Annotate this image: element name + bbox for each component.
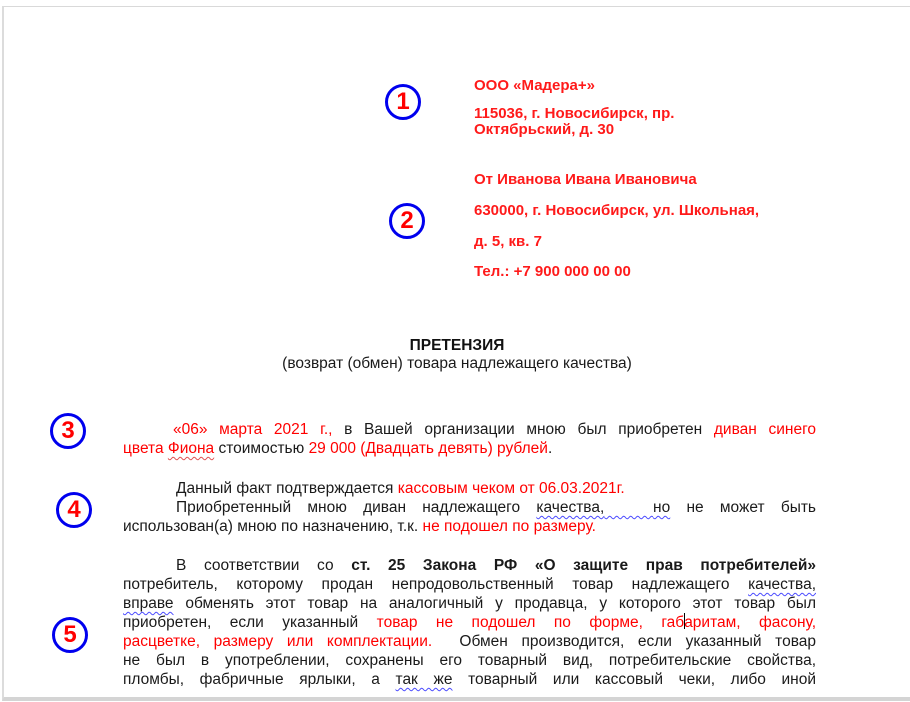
marker-number: 3 bbox=[61, 417, 75, 444]
para5-line7[interactable] bbox=[123, 670, 816, 689]
para4-line2[interactable] bbox=[123, 498, 816, 517]
grammar-flag: так же bbox=[395, 671, 453, 688]
para5-line1[interactable] bbox=[123, 556, 816, 575]
sender-address-line1: 630000, г. Новосибирск, ул. Школьная, bbox=[474, 202, 760, 219]
marker-2 bbox=[389, 203, 425, 239]
purchase-date: «06» марта 2021 г., bbox=[173, 421, 333, 438]
return-conditions: расцветке, размеру или комплектации. bbox=[123, 633, 433, 650]
return-conditions: аритам, фасону, bbox=[684, 614, 817, 631]
marker-5 bbox=[52, 617, 88, 653]
sender-address-line2: д. 5, кв. 7 bbox=[474, 233, 542, 250]
para5-text: приобретен, если указанный bbox=[123, 614, 377, 631]
para3-text: . bbox=[547, 440, 553, 457]
para5-line2[interactable] bbox=[123, 575, 816, 594]
document-subtitle: (возврат (обмен) товара надлежащего качества) bbox=[282, 355, 632, 372]
para3-line2[interactable] bbox=[123, 439, 552, 458]
grammar-flag: качества, bbox=[536, 499, 605, 516]
para4-line1[interactable] bbox=[176, 479, 625, 498]
sender-name: От Иванова Ивана Ивановича bbox=[474, 171, 697, 188]
receipt-info: кассовым чеком от 06.03.2021г. bbox=[397, 480, 625, 497]
para4-text: использован(а) мною по назначению, т.к. bbox=[123, 518, 423, 535]
grammar-flag bbox=[604, 499, 653, 516]
law-reference: ст. 25 Закона РФ «О защите прав потребителей» bbox=[351, 557, 817, 574]
purchase-item-cont: цвета bbox=[123, 440, 168, 457]
addressee-company: ООО «Мадера+» bbox=[474, 77, 596, 94]
grammar-flag: но bbox=[653, 499, 671, 516]
para4-text: Данный факт подтверждается bbox=[176, 480, 398, 497]
grammar-flag: качества, bbox=[748, 576, 816, 593]
para5-text: Обмен производится, если указанный товар bbox=[432, 633, 817, 650]
marker-1 bbox=[385, 84, 421, 120]
marker-number: 1 bbox=[396, 88, 410, 115]
addressee-address-line1: 115036, г. Новосибирск, пр. bbox=[474, 105, 675, 122]
purchase-item-model: Фиона bbox=[167, 440, 215, 457]
para3-text: стоимостью bbox=[214, 440, 309, 457]
para5-line6[interactable]: не был в употреблении, сохранены его товарный вид, потребительские свойства, bbox=[123, 652, 816, 669]
purchase-item: диван синего bbox=[713, 421, 817, 438]
purchase-price: 29 000 (Двадцать девять) рублей bbox=[308, 440, 548, 457]
para4-line3[interactable] bbox=[123, 517, 596, 536]
marker-number: 4 bbox=[67, 496, 81, 523]
document-title: ПРЕТЕНЗИЯ bbox=[409, 337, 505, 354]
para5-text: В соответствии со bbox=[176, 557, 352, 574]
return-conditions: товар не подошел по форме, габ bbox=[376, 614, 685, 631]
para3-line1[interactable] bbox=[123, 420, 816, 439]
marker-4 bbox=[56, 492, 92, 528]
para4-text: не может быть bbox=[670, 499, 817, 516]
para5-text: обменять этот товар на аналогичный у продавца, у которого этот товар был bbox=[173, 595, 816, 612]
para5-text: пломбы, фабричные ярлыки, а bbox=[123, 671, 396, 688]
para5-line3[interactable] bbox=[123, 594, 816, 613]
marker-number: 5 bbox=[63, 621, 77, 648]
addressee-address-line2: Октябрьский, д. 30 bbox=[474, 121, 615, 138]
para5-text: товарный или кассовый чеки, либо иной bbox=[452, 671, 816, 688]
para5-line4[interactable] bbox=[123, 613, 816, 632]
sender-phone: Тел.: +7 900 000 00 00 bbox=[474, 263, 631, 280]
para5-text: потребитель, которому продан непродовольственный товар надлежащего bbox=[123, 576, 749, 593]
marker-number: 2 bbox=[400, 207, 414, 234]
para3-text: в Вашей организации мною был приобретен bbox=[332, 421, 714, 438]
para4-text: Приобретенный мною диван надлежащего bbox=[176, 499, 537, 516]
return-reason: не подошел по размеру. bbox=[422, 518, 596, 535]
para5-line5[interactable] bbox=[123, 632, 816, 651]
marker-3 bbox=[50, 413, 86, 449]
document-page[interactable] bbox=[2, 6, 910, 701]
grammar-flag: вправе bbox=[123, 595, 174, 612]
